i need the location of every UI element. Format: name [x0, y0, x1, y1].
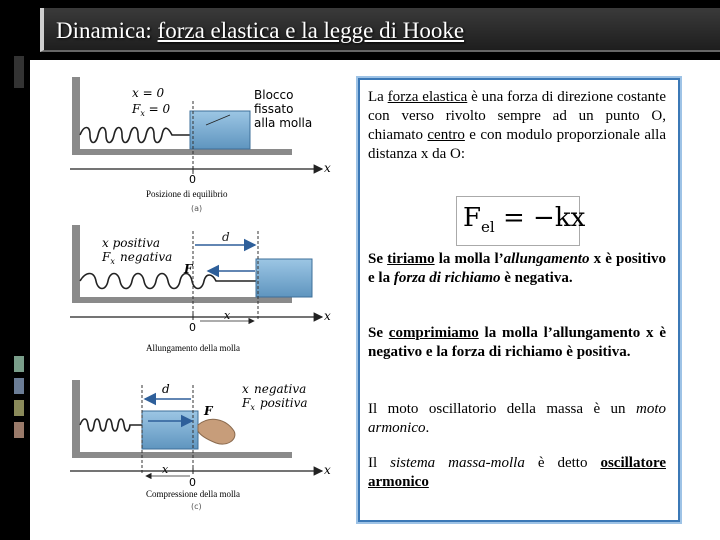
caption-stretch: Allungamento della molla	[146, 343, 240, 353]
accent-bar	[14, 56, 24, 88]
force-label: F	[184, 262, 193, 276]
paragraph-compression: Se comprimiamo la molla l’allungamento x è negativo e la forza di richiamo è positiva.	[368, 325, 666, 360]
spring-diagrams	[50, 75, 354, 520]
force-label: F	[204, 404, 213, 418]
block-label-2: fissato	[254, 102, 294, 116]
x-mark: x	[224, 309, 231, 322]
x-negative-label: negativa	[254, 382, 307, 396]
paragraph-stretch: Se tiriamo la molla l’allungamento x è positivo e la forza di richiamo è negativa.	[368, 251, 667, 286]
hooke-formula: $F_{el} = -kx$	[463, 203, 586, 237]
d-label: d	[162, 382, 170, 396]
x-symbol: x	[242, 382, 249, 396]
axis-label: x	[324, 309, 331, 323]
x-mark: x	[162, 463, 169, 476]
x-positive-label: x positiva	[102, 236, 161, 250]
fx-positive-label: positiva	[260, 396, 308, 410]
axis-label: x	[324, 161, 331, 175]
accent-square	[14, 378, 24, 394]
fx-equation: $F_x = 0$	[132, 102, 171, 118]
fx-symbol: $F_x$	[102, 250, 115, 266]
paragraph-oscillator: Il sistema massa-molla è detto oscillatore armonico	[368, 455, 666, 490]
origin-label: 0	[189, 321, 196, 334]
page-number: 24	[688, 517, 700, 531]
paragraph-definition: La forza elastica è una forza di direzione costante con verso rivolto sempre ad un punto O, chiamato centro e con modulo proporzionale alla distanza x da O:	[368, 89, 666, 162]
origin-label: 0	[189, 173, 196, 186]
caption-equilibrium: Posizione di equilibrio	[146, 189, 228, 199]
figure-stretch	[70, 225, 331, 334]
caption-compression: Compressione della molla	[146, 489, 240, 499]
hooke-formula-box	[456, 196, 586, 246]
term-forza-elastica: forza elastica	[387, 89, 468, 105]
d-label: d	[222, 230, 230, 244]
slide-title: Dinamica: forza elastica e la legge di Hooke	[56, 18, 465, 43]
fx-symbol: $F_x$	[242, 396, 255, 412]
spring-figure-svg	[50, 75, 354, 520]
origin-label: 0	[189, 476, 196, 489]
term-centro: centro	[427, 127, 465, 143]
panel-letter: (a)	[191, 204, 203, 213]
block-label-1: Blocco	[254, 88, 294, 102]
accent-square	[14, 400, 24, 416]
accent-square	[14, 356, 24, 372]
title-underlined: forza elastica e la legge di Hooke	[157, 18, 465, 43]
x-equation: x = 0	[132, 86, 165, 100]
title-bar	[40, 8, 720, 52]
block-label-3: alla molla	[254, 116, 313, 130]
axis-label: x	[324, 463, 331, 477]
fx-negative-label: negativa	[120, 250, 173, 264]
accent-square	[14, 422, 24, 438]
paragraph-harmonic-motion: Il moto oscillatorio della massa è un moto armonico.	[368, 401, 666, 436]
text-panel	[358, 78, 680, 522]
panel-letter: (c)	[191, 502, 202, 511]
